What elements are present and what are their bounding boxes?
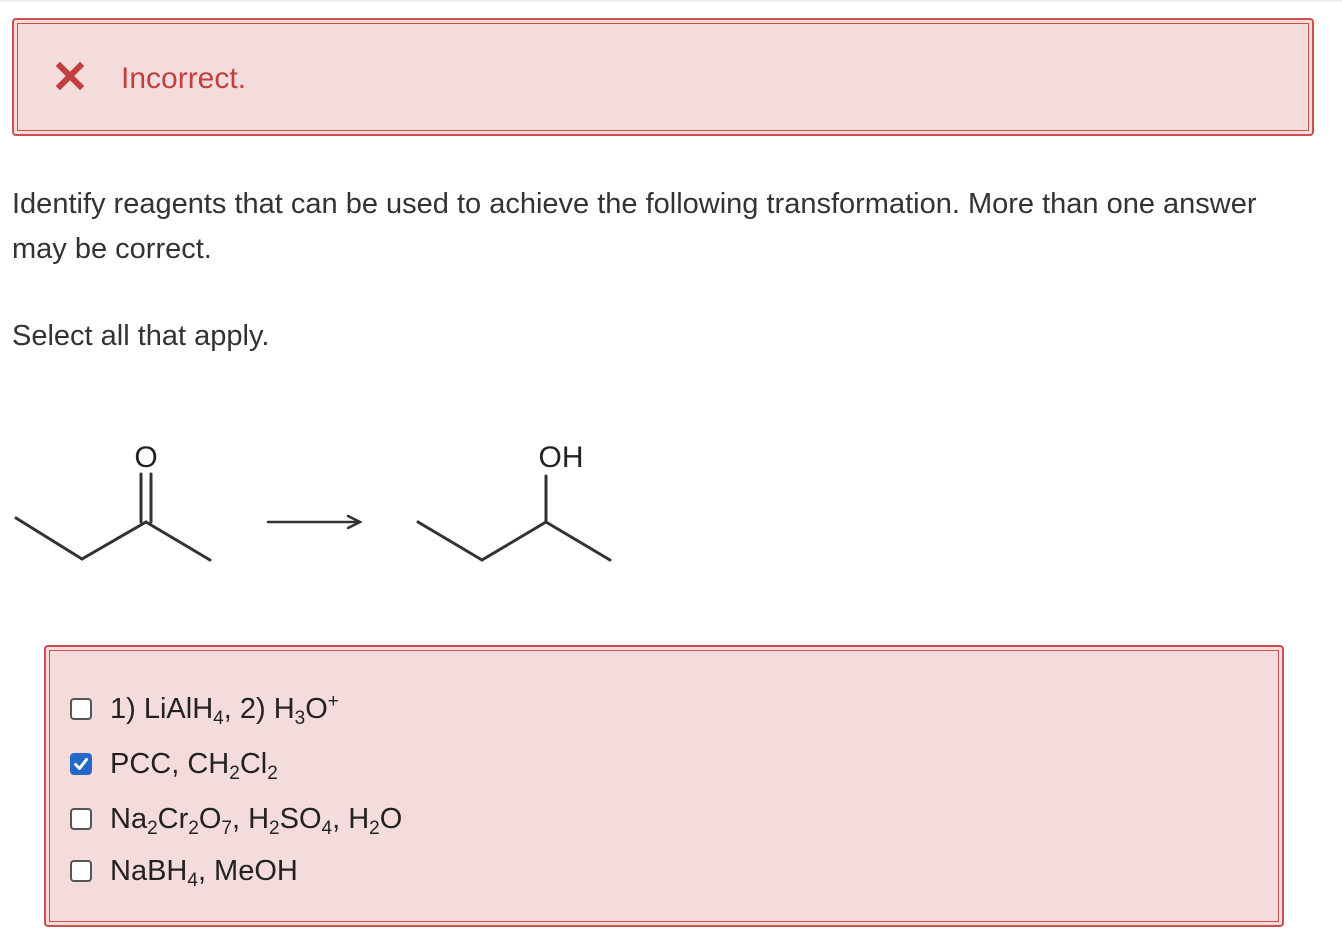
option-pcc-checkbox[interactable] <box>70 753 92 775</box>
option-pcc-label: PCC, $CH_2Cl_2$ <box>110 747 278 784</box>
checkmark-icon <box>73 756 89 772</box>
feedback-banner-inner <box>17 23 1309 131</box>
product-hydroxyl-label: OH <box>538 441 584 474</box>
reaction-scheme <box>0 400 660 600</box>
reactant-oxygen-label: O <box>134 441 158 474</box>
feedback-banner <box>12 18 1314 136</box>
option-pcc[interactable] <box>70 744 278 784</box>
option-nabh4-label: NaBH$_4$, MeOH <box>110 854 298 891</box>
option-lialh4-checkbox[interactable] <box>70 698 92 720</box>
answer-panel <box>44 645 1284 927</box>
option-na2cr2o7-checkbox[interactable] <box>70 808 92 830</box>
feedback-text: Incorrect. <box>121 62 247 95</box>
reaction-arrow <box>268 516 360 528</box>
reactant-structure <box>16 474 210 560</box>
option-nabh4[interactable] <box>70 851 298 891</box>
close-icon <box>56 62 84 90</box>
question-prompt: Identify reagents that can be used to achieve the following transformation. More than one answer may be correct. <box>12 188 1257 265</box>
product-structure <box>418 476 610 560</box>
option-na2cr2o7-label: $Na_2Cr_2O_7$, $H_2SO_4$, $H_2O$ <box>110 802 403 839</box>
answer-options <box>49 650 1279 922</box>
option-lialh4[interactable] <box>70 689 339 729</box>
top-divider <box>0 0 1342 2</box>
option-na2cr2o7[interactable] <box>70 799 402 839</box>
question-instruction: Select all that apply. <box>12 320 270 352</box>
option-nabh4-checkbox[interactable] <box>70 860 92 882</box>
option-lialh4-label: 1) LiAlH$_4$, 2) $H_3O^+$ <box>110 690 339 729</box>
